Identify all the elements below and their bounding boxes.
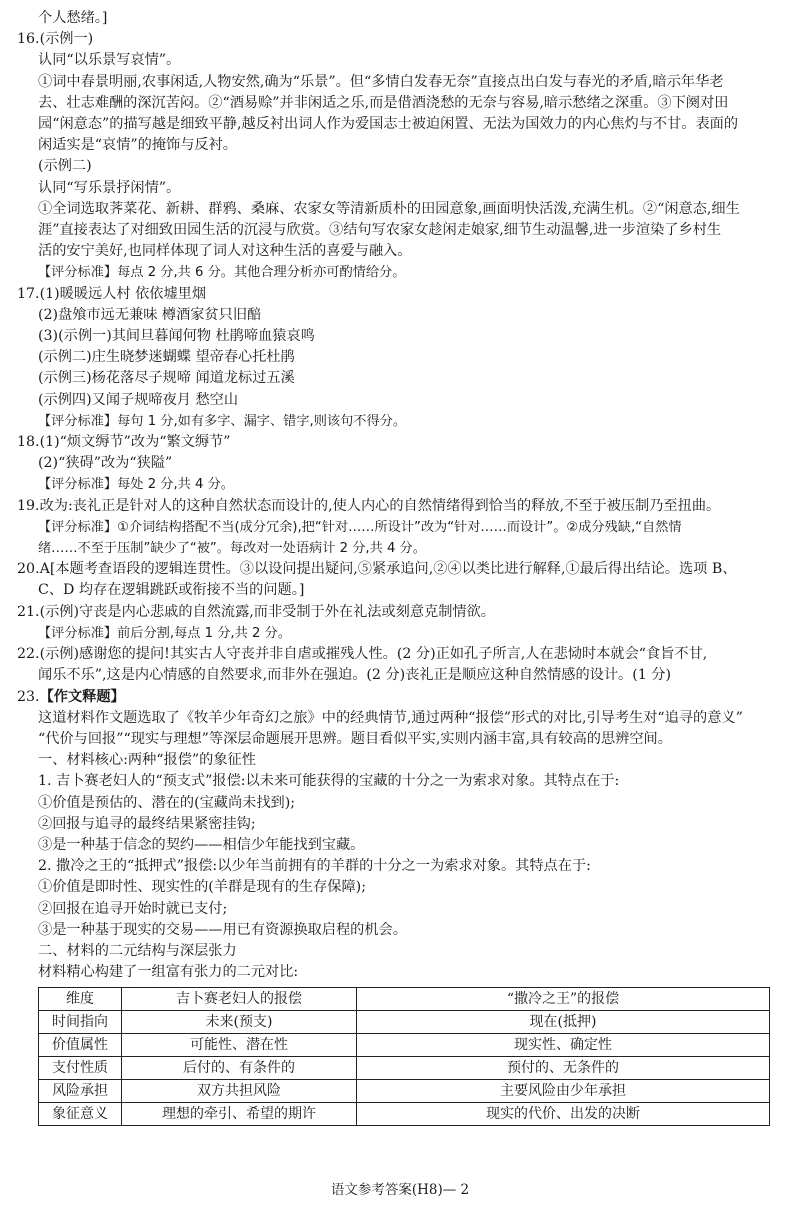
scoring-criteria-line bbox=[38, 474, 770, 495]
answer-line bbox=[38, 50, 770, 71]
answer-line bbox=[38, 793, 770, 814]
table-cell: “撒冷之王”的报偿 bbox=[357, 988, 770, 1011]
line-text: 去、壮志难酬的深沉苦闷。②“酒易赊”并非闲适之乐,而是借酒浇愁的无奈与容易,暗示愁绪之深重。③下阕对田 bbox=[38, 94, 729, 111]
table-cell: 可能性、潜在性 bbox=[122, 1034, 357, 1057]
line-text: (示例三)杨花落尽子规啼 闻道龙标过五溪 bbox=[38, 370, 295, 387]
line-text: (示例四)又闻子规啼夜月 愁空山 bbox=[38, 391, 239, 408]
table-cell: 吉卜赛老妇人的报偿 bbox=[122, 988, 357, 1011]
answer-line bbox=[38, 390, 770, 411]
line-text: 闲适实是“哀情”的掩饰与反衬。 bbox=[38, 137, 237, 154]
table-cell: 理想的牵引、希望的期许 bbox=[122, 1103, 357, 1126]
line-text: (1)“烦文缛节”改为“繁文缛节” bbox=[39, 434, 231, 451]
answer-line bbox=[38, 771, 770, 792]
question-number: 19. bbox=[17, 497, 40, 514]
table-row bbox=[39, 1034, 770, 1057]
scoring-criteria-line bbox=[38, 538, 770, 559]
answer-line bbox=[17, 432, 770, 453]
answer-line bbox=[17, 602, 770, 623]
answer-line bbox=[17, 29, 770, 50]
line-text: (2)盘飧市远无兼味 樽酒家贫只旧醅 bbox=[38, 306, 262, 323]
line-text: 2. 撒冷之王的“抵押式”报偿:以少年当前拥有的羊群的十分之一为索求对象。其特点在于: bbox=[38, 858, 591, 875]
line-text: ①全词选取荠菜花、新耕、群鸦、桑麻、农家女等清新质朴的田园意象,画面明快活泼,充满生机。②“闲意态,细生 bbox=[38, 200, 740, 217]
comparison-table bbox=[38, 987, 770, 1126]
line-text: C、D 均存在逻辑跳跃或衔接不当的问题。] bbox=[38, 582, 305, 599]
line-text: 闻乐不乐”,这是内心情感的自然要求,而非外在强迫。(2 分)丧礼正是顺应这种自然情感的设计。(1 分) bbox=[38, 667, 671, 684]
answer-line bbox=[38, 665, 770, 686]
question-number: 21. bbox=[17, 603, 40, 620]
answer-line bbox=[38, 856, 770, 877]
question-number: 17. bbox=[17, 285, 40, 302]
line-text: 材料精心构建了一组富有张力的二元对比: bbox=[38, 964, 299, 981]
answer-line bbox=[38, 305, 770, 326]
line-text: 涯”直接表达了对细致田园生活的沉浸与欣赏。③结句写农家女趁闲走娘家,细节生动温馨,进一步渲染了乡村生 bbox=[38, 222, 722, 239]
table-cell: 现实的代价、出发的决断 bbox=[357, 1103, 770, 1126]
answer-line bbox=[38, 135, 770, 156]
line-text: 【作文释题】 bbox=[39, 688, 125, 705]
table-cell: 维度 bbox=[39, 988, 122, 1011]
table-row bbox=[39, 1080, 770, 1103]
answer-line bbox=[38, 708, 770, 729]
line-text: 【评分标准】每处 2 分,共 4 分。 bbox=[38, 477, 234, 493]
line-text: 园“闲意态”的描写越是细致平静,越反衬出词人作为爱国志士被迫闲置、无法为国效力的内心焦灼与不甘。表面的 bbox=[38, 116, 739, 133]
answer-line bbox=[38, 178, 770, 199]
table-row bbox=[39, 1103, 770, 1126]
table-cell: 支付性质 bbox=[39, 1057, 122, 1080]
line-text: ②回报与追寻的最终结果紧密挂钩; bbox=[38, 815, 256, 832]
line-text: (1)暖暖远人村 依依墟里烟 bbox=[39, 285, 207, 302]
table-header-row bbox=[39, 988, 770, 1011]
line-text: (示例二) bbox=[38, 158, 92, 175]
line-text: 【评分标准】前后分割,每点 1 分,共 2 分。 bbox=[38, 625, 291, 641]
answer-line bbox=[38, 93, 770, 114]
answer-line bbox=[38, 899, 770, 920]
table-row bbox=[39, 1011, 770, 1034]
question-number: 16. bbox=[17, 31, 40, 48]
table-cell: 时间指向 bbox=[39, 1011, 122, 1034]
answer-line bbox=[38, 220, 770, 241]
line-text: (3)(示例一)其间旦暮闻何物 杜鹃啼血猿哀鸣 bbox=[38, 328, 315, 345]
answer-line bbox=[38, 368, 770, 389]
line-text: 改为:丧礼正是针对人的这种自然状态而设计的,使人内心的自然情绪得到恰当的释放,不至于被压制乃至扭曲。 bbox=[39, 497, 721, 514]
table-cell: 双方共担风险 bbox=[122, 1080, 357, 1103]
answer-line bbox=[38, 877, 770, 898]
answer-line bbox=[38, 835, 770, 856]
line-text: 1. 吉卜赛老妇人的“预支式”报偿:以未来可能获得的宝藏的十分之一为索求对象。其特点在于: bbox=[38, 773, 620, 790]
answer-line bbox=[38, 156, 770, 177]
answer-line bbox=[38, 347, 770, 368]
line-text: “代价与回报”“现实与理想”等深层命题展开思辨。题目看似平实,实则内涵丰富,具有较高的思辨空间。 bbox=[38, 730, 672, 747]
question-number: 23. bbox=[17, 688, 40, 705]
question-number: 22. bbox=[17, 646, 40, 663]
line-text: (示例)感谢您的提问!其实古人守丧并非自虐或摧残人性。(2 分)正如孔子所言,人在悲恸时本就会“食旨不甘, bbox=[39, 646, 708, 663]
line-text: 二、材料的二元结构与深层张力 bbox=[38, 942, 237, 959]
line-text: ①价值是预估的、潜在的(宝藏尚未找到); bbox=[38, 794, 296, 811]
table-cell: 未来(预支) bbox=[122, 1011, 357, 1034]
answer-line bbox=[38, 326, 770, 347]
question-number: 18. bbox=[17, 434, 40, 451]
answer-line bbox=[38, 453, 770, 474]
table-row bbox=[39, 1057, 770, 1080]
line-text: 【评分标准】①介词结构搭配不当(成分冗余),把“针对……所设计”改为“针对……而设计”。②成分残缺,“自然情 bbox=[38, 519, 682, 535]
line-text: ③是一种基于信念的契约——相信少年能找到宝藏。 bbox=[38, 836, 365, 853]
answer-line bbox=[38, 729, 770, 750]
scoring-criteria-line bbox=[38, 411, 770, 432]
line-text: 这道材料作文题选取了《牧羊少年奇幻之旅》中的经典情节,通过两种“报偿”形式的对比,引导考生对“追寻的意义” bbox=[38, 709, 743, 726]
table-cell: 风险承担 bbox=[39, 1080, 122, 1103]
answer-line bbox=[38, 750, 770, 771]
scoring-criteria-line bbox=[38, 262, 770, 283]
answer-line bbox=[38, 814, 770, 835]
answer-line bbox=[38, 920, 770, 941]
line-text: 认同“以乐景写哀情”。 bbox=[38, 52, 181, 69]
line-text: 一、材料核心:两种“报偿”的象征性 bbox=[38, 752, 256, 769]
page-footer: 语文参考答案(H8)— 2 bbox=[330, 1182, 470, 1198]
line-text: 个人愁绪。] bbox=[38, 10, 108, 26]
line-text: (示例二)庄生晓梦迷蝴蝶 望帝春心托杜鹃 bbox=[38, 349, 295, 366]
answer-line bbox=[17, 559, 770, 580]
answer-line bbox=[38, 941, 770, 962]
line-text: (示例一) bbox=[39, 31, 94, 48]
answer-line bbox=[38, 8, 770, 29]
answer-line bbox=[17, 644, 770, 665]
table-cell: 现实性、确定性 bbox=[357, 1034, 770, 1057]
line-text: A[本题考查语段的逻辑连贯性。③以设问提出疑问,⑤紧承追问,②④以类比进行解释,①最后得出结论。选项 B、 bbox=[39, 561, 737, 578]
table-cell: 象征意义 bbox=[39, 1103, 122, 1126]
answer-line bbox=[38, 962, 770, 983]
table-cell: 预付的、无条件的 bbox=[357, 1057, 770, 1080]
line-text: (示例)守丧是内心悲戚的自然流露,而非受制于外在礼法或刻意克制情欲。 bbox=[39, 603, 495, 620]
line-text: 【评分标准】每点 2 分,共 6 分。其他合理分析亦可酌情给分。 bbox=[38, 265, 406, 281]
line-text: ①价值是即时性、现实性的(羊群是现有的生存保障); bbox=[38, 879, 366, 896]
line-text: 【评分标准】每句 1 分,如有多字、漏字、错字,则该句不得分。 bbox=[38, 413, 407, 429]
answer-line bbox=[38, 114, 770, 135]
line-text: ③是一种基于现实的交易——用已有资源换取启程的机会。 bbox=[38, 921, 407, 938]
line-text: (2)“狭碍”改为“狭隘” bbox=[38, 455, 173, 472]
answer-line bbox=[38, 199, 770, 220]
section-heading bbox=[17, 687, 770, 708]
line-text: 绪……不至于压制”缺少了“被”。每改对一处语病计 2 分,共 4 分。 bbox=[38, 541, 426, 557]
scoring-criteria-line bbox=[38, 517, 770, 538]
line-text: 活的安宁美好,也同样体现了词人对这种生活的喜爱与融入。 bbox=[38, 243, 412, 260]
line-text: ①词中春景明丽,农事闲适,人物安然,确为“乐景”。但“多情白发春无奈”直接点出白发与春光的矛盾,暗示年华老 bbox=[38, 73, 724, 90]
answer-line bbox=[17, 496, 770, 517]
scoring-criteria-line bbox=[38, 623, 770, 644]
table-cell: 现在(抵押) bbox=[357, 1011, 770, 1034]
answer-line bbox=[38, 241, 770, 262]
answer-line bbox=[38, 580, 770, 601]
table-cell: 主要风险由少年承担 bbox=[357, 1080, 770, 1103]
answer-body bbox=[17, 8, 770, 983]
table-cell: 价值属性 bbox=[39, 1034, 122, 1057]
question-number: 20. bbox=[17, 561, 40, 578]
table-cell: 后付的、有条件的 bbox=[122, 1057, 357, 1080]
line-text: ②回报在追寻开始时就已支付; bbox=[38, 900, 228, 917]
line-text: 认同“写乐景抒闲情”。 bbox=[38, 179, 181, 196]
answer-line bbox=[38, 72, 770, 93]
answer-line bbox=[17, 284, 770, 305]
